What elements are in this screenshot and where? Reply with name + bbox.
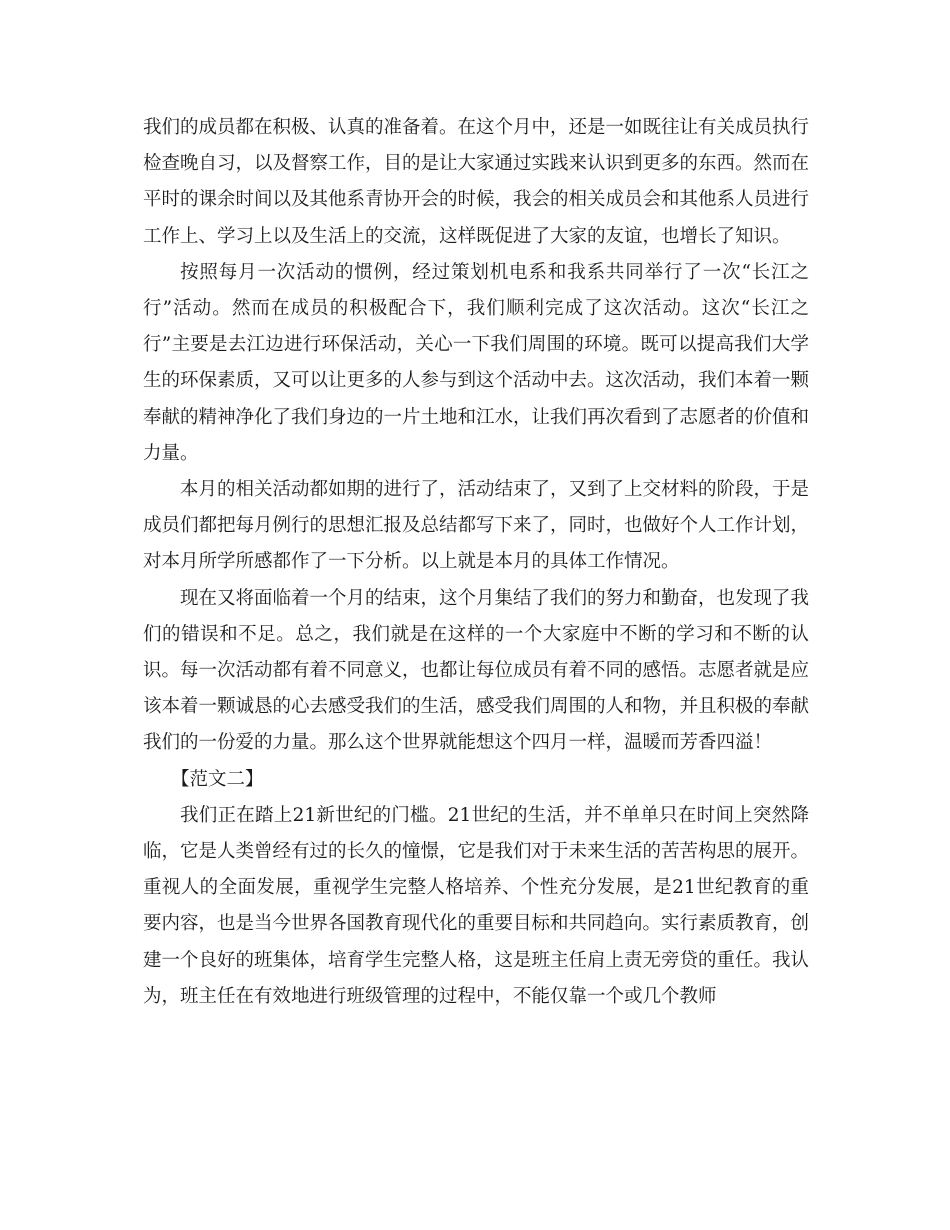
document-body: [143, 110, 809, 1015]
paragraph-3: 本月的相关活动都如期的进行了，活动结束了，又到了上交材料的阶段，于是成员们都把每月例行的思想汇报及总结都写下来了，同时，也做好个人工作计划，对本月所学所感都作了一下分析。以上就是本月的具体工作情况。: [143, 479, 810, 573]
section-heading: 【范文二】: [171, 768, 264, 790]
paragraph-4: 现在又将面临着一个月的结束，这个月集结了我们的努力和勤奋，也发现了我们的错误和不足。总之，我们就是在这样的一个大家庭中不断的学习和不断的认识。每一次活动都有着不同意义，也都让每位成员有着不同的感悟。志愿者就是应该本着一颗诚恳的心去感受我们的生活，感受我们周围的人和物，并且积极的奉献我们的一份爱的力量。那么这个世界就能想这个四月一样，温暖而芳香四溢！: [143, 587, 810, 754]
paragraph-5: 我们正在踏上21新世纪的门槛。21世纪的生活，并不单单只在时间上突然降临，它是人类曾经有过的长久的憧憬，它是我们对于未来生活的苦苦构思的展开。重视人的全面发展，重视学生完整人格培养、个性充分发展，是21世纪教育的重要内容，也是当今世界各国教育现代化的重要目标和共同趋向。实行素质教育，创建一个良好的班集体，培育学生完整人格，这是班主任肩上责无旁贷的重任。我认为，班主任在有效地进行班级管理的过程中，不能仅靠一个或几个教师: [143, 804, 810, 1007]
paragraph-2: 按照每月一次活动的惯例，经过策划机电系和我系共同举行了一次“长江之行”活动。然而在成员的积极配合下，我们顺利完成了这次活动。这次“长江之行”主要是去江边进行环保活动，关心一下我们周围的环境。既可以提高我们大学生的环保素质，又可以让更多的人参与到这个活动中去。这次活动，我们本着一颗奉献的精神净化了我们身边的一片土地和江水，让我们再次看到了志愿者的价值和力量。: [143, 261, 810, 464]
paragraph-1: 我们的成员都在积极、认真的准备着。在这个月中，还是一如既往让有关成员执行检查晚自习，以及督察工作，目的是让大家通过实践来认识到更多的东西。然而在平时的课余时间以及其他系青协开会的时候，我会的相关成员会和其他系人员进行工作上、学习上以及生活上的交流，这样既促进了大家的友谊，也增长了知识。: [143, 117, 810, 247]
